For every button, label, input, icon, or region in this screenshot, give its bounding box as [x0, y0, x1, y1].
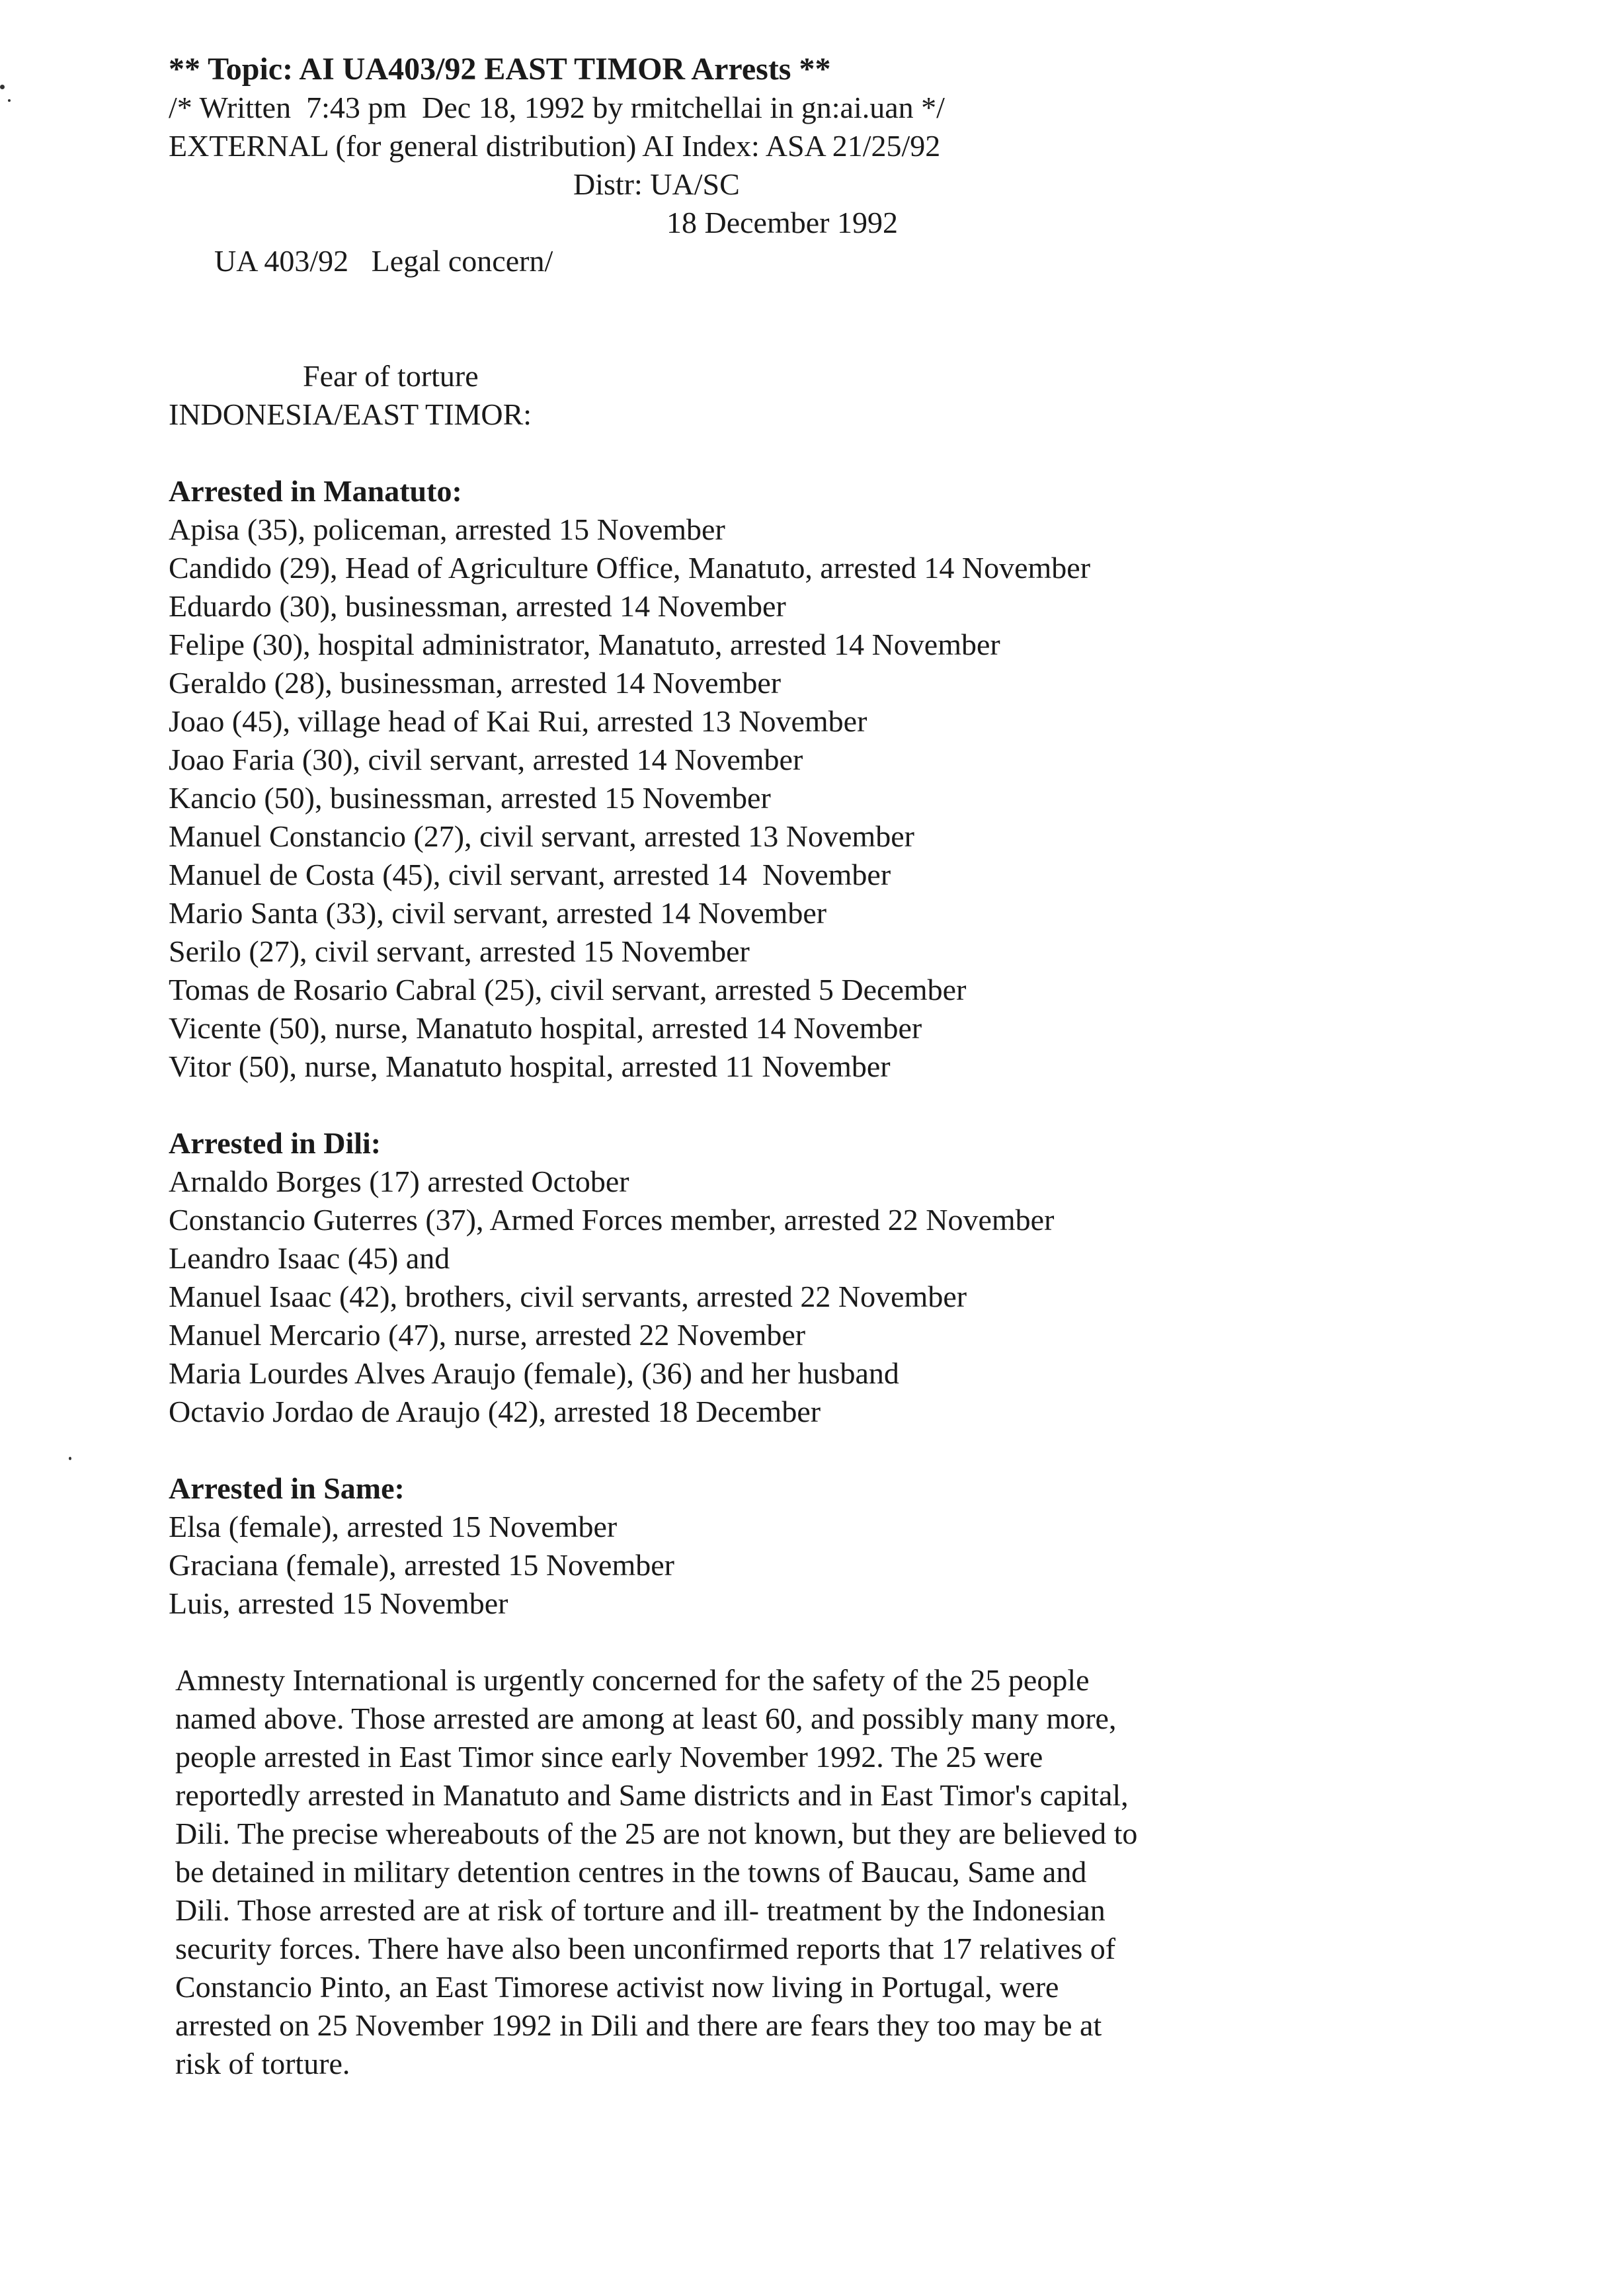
list-item: Maria Lourdes Alves Araujo (female), (36) and her husband	[169, 1356, 899, 1390]
list-item: Manuel Constancio (27), civil servant, arrested 13 November	[169, 819, 914, 853]
list-item: Mario Santa (33), civil servant, arrested 14 November	[169, 896, 827, 930]
list-item: Felipe (30), hospital administrator, Manatuto, arrested 14 November	[169, 628, 1000, 661]
list-item: Manuel de Costa (45), civil servant, arrested 14 November	[169, 858, 891, 891]
list-item: Manuel Mercario (47), nurse, arrested 22 November	[169, 1318, 806, 1352]
country-line: INDONESIA/EAST TIMOR:	[169, 397, 532, 431]
list-item: Joao (45), village head of Kai Rui, arrested 13 November	[169, 704, 867, 738]
distribution-line: Distr: UA/SC	[573, 167, 740, 201]
section-same	[169, 1469, 1438, 1623]
written-line: /* Written 7:43 pm Dec 18, 1992 by rmitchellai in gn:ai.uan */	[169, 91, 945, 124]
list-item: Geraldo (28), businessman, arrested 14 November	[169, 666, 782, 700]
scan-speck	[8, 99, 11, 102]
ua-number: UA 403/92 Legal concern/	[214, 244, 553, 278]
list-item: Joao Faria (30), civil servant, arrested 14 November	[169, 743, 803, 776]
list-item: Eduardo (30), businessman, arrested 14 November	[169, 589, 786, 623]
scan-speck	[0, 85, 5, 89]
list-item: Kancio (50), businessman, arrested 15 November	[169, 781, 771, 815]
section-manatuto	[169, 472, 1438, 1086]
document-page	[169, 50, 1438, 2083]
list-item: Tomas de Rosario Cabral (25), civil servant, arrested 5 December	[169, 973, 967, 1006]
list-item: Manuel Isaac (42), brothers, civil servants, arrested 22 November	[169, 1280, 967, 1313]
list-item: Candido (29), Head of Agriculture Office, Manatuto, arrested 14 November	[169, 551, 1091, 585]
list-item: Graciana (female), arrested 15 November	[169, 1548, 674, 1582]
section-heading: Arrested in Dili:	[169, 1126, 382, 1160]
section-dili	[169, 1124, 1438, 1431]
list-item: Vitor (50), nurse, Manatuto hospital, arrested 11 November	[169, 1049, 891, 1083]
scan-speck	[69, 1457, 71, 1460]
ua-number-line	[169, 204, 1438, 357]
document-header	[169, 50, 1438, 434]
document-date: 18 December 1992	[666, 206, 898, 239]
concern-line: Fear of torture	[303, 359, 479, 393]
body-paragraph: Amnesty International is urgently concerned for the safety of the 25 people named above. Those arrested are among at least 60, and possibly many more, people arrested in East Timor since early November 1992. The 25 were reportedly arrested in Manatuto and Same districts and in East Timor's capital, Dili. The precise whereabouts of the 25 are not known, but they are believed to be detained in military detention centres in the towns of Baucau, Same and Dili. Those arrested are at risk of torture and ill- treatment by the Indonesian security forces. There have also been unconfirmed reports that 17 relatives of Constancio Pinto, an East Timorese activist now living in Portugal, were arrested on 25 November 1992 in Dili and there are fears they too may be at risk of torture.	[175, 1663, 1138, 2080]
list-item: Serilo (27), civil servant, arrested 15 November	[169, 934, 750, 968]
list-item: Elsa (female), arrested 15 November	[169, 1510, 618, 1543]
list-item: Vicente (50), nurse, Manatuto hospital, arrested 14 November	[169, 1011, 922, 1045]
list-item: Luis, arrested 15 November	[169, 1586, 508, 1620]
list-item: Leandro Isaac (45) and	[169, 1241, 450, 1275]
list-item: Constancio Guterres (37), Armed Forces member, arrested 22 November	[169, 1203, 1055, 1237]
list-item: Arnaldo Borges (17) arrested October	[169, 1165, 629, 1198]
external-line: EXTERNAL (for general distribution) AI Index: ASA 21/25/92	[169, 129, 941, 163]
topic-line: ** Topic: AI UA403/92 EAST TIMOR Arrests **	[169, 52, 831, 87]
section-heading: Arrested in Same:	[169, 1471, 405, 1505]
list-item: Octavio Jordao de Araujo (42), arrested 18 December	[169, 1395, 821, 1428]
section-heading: Arrested in Manatuto:	[169, 474, 462, 508]
list-item: Apisa (35), policeman, arrested 15 November	[169, 512, 725, 546]
